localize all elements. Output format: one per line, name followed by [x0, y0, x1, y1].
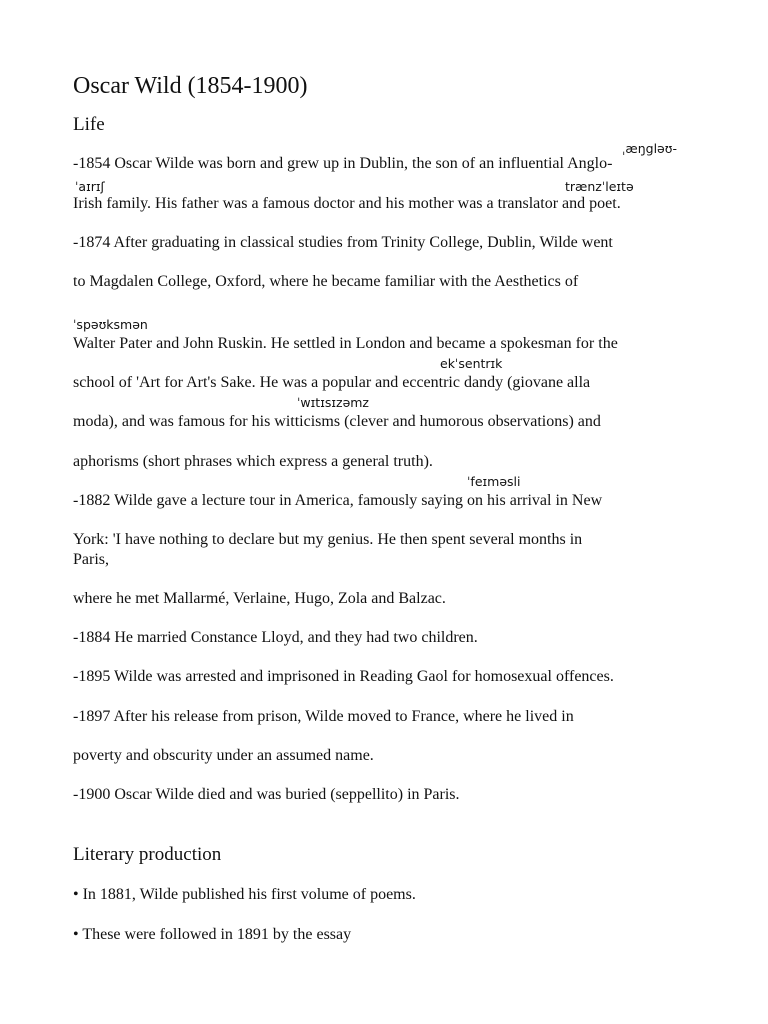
life-line: -1884 He married Constance Lloyd, and they had two children. [73, 629, 478, 646]
life-line: aphorisms (short phrases which express a general truth). [73, 453, 433, 470]
life-line: -1874 After graduating in classical studies from Trinity College, Dublin, Wilde went [73, 234, 613, 251]
life-line: Walter Pater and John Ruskin. He settled in London and became a spokesman for the [73, 335, 618, 352]
list-item: • In 1881, Wilde published his first volume of poems. [73, 886, 416, 903]
phonetic-famously: ˈfeɪməsli [467, 474, 521, 489]
life-line: where he met Mallarmé, Verlaine, Hugo, Zola and Balzac. [73, 590, 446, 607]
life-line: -1854 Oscar Wilde was born and grew up in Dublin, the son of an influential Anglo- [73, 155, 613, 172]
phonetic-spokesman: ˈspəʊksmən [73, 317, 148, 332]
phonetic-translator: trænzˈleɪtə [565, 179, 634, 194]
page-title: Oscar Wild (1854-1900) [73, 73, 308, 99]
life-line: Irish family. His father was a famous doctor and his mother was a translator and poet. [73, 195, 621, 212]
life-line: school of 'Art for Art's Sake. He was a popular and eccentric dandy (giovane alla [73, 374, 591, 391]
life-line: -1882 Wilde gave a lecture tour in America, famously saying on his arrival in New [73, 492, 603, 509]
phonetic-irish: ˈaɪrɪʃ [75, 179, 105, 194]
life-line: -1900 Oscar Wilde died and was buried (seppellito) in Paris. [73, 786, 460, 803]
life-line: -1897 After his release from prison, Wilde moved to France, where he lived in [73, 708, 574, 725]
section-heading-literary: Literary production [73, 844, 222, 865]
section-heading-life: Life [73, 114, 105, 135]
life-line: moda), and was famous for his witticisms (clever and humorous observations) and [73, 413, 601, 430]
life-line: to Magdalen College, Oxford, where he became familiar with the Aesthetics of [73, 273, 579, 290]
phonetic-eccentric: ekˈsentrɪk [440, 356, 503, 371]
life-line: poverty and obscurity under an assumed name. [73, 747, 374, 764]
phonetic-witticisms: ˈwɪtɪsɪzəmz [297, 395, 369, 410]
phonetic-anglo: ˌæŋgləʊ- [622, 141, 677, 156]
life-line: Paris, [73, 551, 109, 568]
life-line: -1895 Wilde was arrested and imprisoned in Reading Gaol for homosexual offences. [73, 668, 614, 685]
list-item: • These were followed in 1891 by the essay [73, 926, 352, 943]
life-line: York: 'I have nothing to declare but my genius. He then spent several months in [73, 531, 583, 548]
